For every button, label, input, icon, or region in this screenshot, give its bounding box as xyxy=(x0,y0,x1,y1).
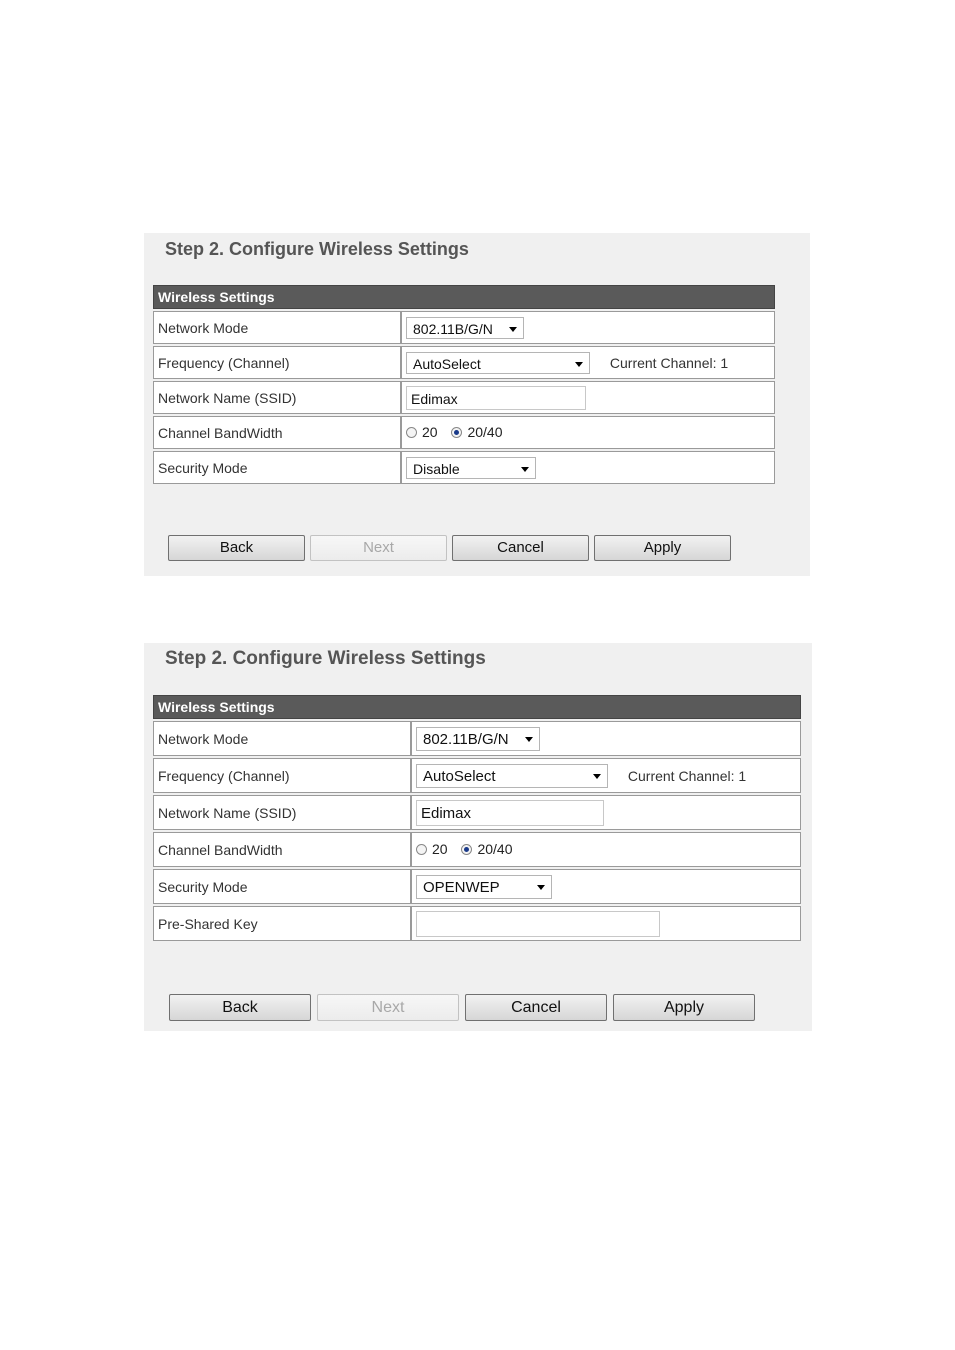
step-title: Step 2. Configure Wireless Settings xyxy=(165,648,486,669)
network-mode-value: 802.11B/G/N xyxy=(413,320,493,337)
network-mode-label: Network Mode xyxy=(153,311,401,344)
cancel-button[interactable]: Cancel xyxy=(465,994,607,1021)
wizard-panel-security-openwep xyxy=(144,643,812,1031)
table-row xyxy=(153,311,775,344)
table-row xyxy=(153,906,801,941)
next-button[interactable]: Next xyxy=(317,994,459,1021)
table-row xyxy=(153,869,801,904)
security-mode-label: Security Mode xyxy=(153,869,411,904)
bandwidth-option-20-40[interactable]: 20/40 xyxy=(461,841,512,857)
radio-selected-icon xyxy=(451,427,462,438)
security-mode-label: Security Mode xyxy=(153,451,401,484)
chevron-down-icon xyxy=(509,327,517,332)
table-row xyxy=(153,451,775,484)
bandwidth-label: Channel BandWidth xyxy=(153,416,401,449)
frequency-label: Frequency (Channel) xyxy=(153,346,401,379)
frequency-value: AutoSelect xyxy=(413,355,481,372)
network-mode-value: 802.11B/G/N xyxy=(423,730,509,748)
frequency-label: Frequency (Channel) xyxy=(153,758,411,793)
chevron-down-icon xyxy=(575,362,583,367)
wireless-settings-table xyxy=(153,283,775,486)
ssid-input[interactable]: Edimax xyxy=(416,800,604,826)
table-row xyxy=(153,416,775,449)
network-mode-label: Network Mode xyxy=(153,721,411,756)
section-header: Wireless Settings xyxy=(153,285,775,309)
frequency-value: AutoSelect xyxy=(423,767,496,785)
wireless-settings-table xyxy=(153,693,801,943)
chevron-down-icon xyxy=(525,737,533,742)
chevron-down-icon xyxy=(593,774,601,779)
security-mode-select[interactable] xyxy=(416,875,552,899)
radio-icon xyxy=(416,844,427,855)
back-button[interactable]: Back xyxy=(169,994,311,1021)
table-row xyxy=(153,795,801,830)
security-mode-value: Disable xyxy=(413,460,460,477)
table-row xyxy=(153,832,801,867)
radio-selected-icon xyxy=(461,844,472,855)
apply-button[interactable]: Apply xyxy=(594,535,731,561)
security-mode-value: OPENWEP xyxy=(423,878,500,896)
pre-shared-key-input[interactable] xyxy=(416,911,660,937)
ssid-label: Network Name (SSID) xyxy=(153,795,411,830)
ssid-label: Network Name (SSID) xyxy=(153,381,401,414)
apply-button[interactable]: Apply xyxy=(613,994,755,1021)
table-row xyxy=(153,381,775,414)
current-channel-text: Current Channel: 1 xyxy=(609,354,729,371)
security-mode-select[interactable] xyxy=(406,457,536,479)
radio-icon xyxy=(406,427,417,438)
ssid-input[interactable]: Edimax xyxy=(406,386,586,410)
bandwidth-option-20[interactable]: 20 xyxy=(406,424,438,440)
table-row xyxy=(153,721,801,756)
frequency-select[interactable] xyxy=(406,352,590,374)
psk-label: Pre-Shared Key xyxy=(153,906,411,941)
chevron-down-icon xyxy=(521,467,529,472)
network-mode-select[interactable] xyxy=(406,317,524,339)
table-row xyxy=(153,346,775,379)
bandwidth-option-20-40[interactable]: 20/40 xyxy=(451,424,502,440)
chevron-down-icon xyxy=(537,885,545,890)
bandwidth-label: Channel BandWidth xyxy=(153,832,411,867)
next-button[interactable]: Next xyxy=(310,535,447,561)
bandwidth-option-20[interactable]: 20 xyxy=(416,841,448,857)
back-button[interactable]: Back xyxy=(168,535,305,561)
network-mode-select[interactable] xyxy=(416,727,540,751)
current-channel-text: Current Channel: 1 xyxy=(627,767,747,784)
frequency-select[interactable] xyxy=(416,764,608,788)
wizard-panel-security-disabled xyxy=(144,233,810,576)
cancel-button[interactable]: Cancel xyxy=(452,535,589,561)
table-row xyxy=(153,758,801,793)
step-title: Step 2. Configure Wireless Settings xyxy=(165,239,469,259)
section-header: Wireless Settings xyxy=(153,695,801,719)
